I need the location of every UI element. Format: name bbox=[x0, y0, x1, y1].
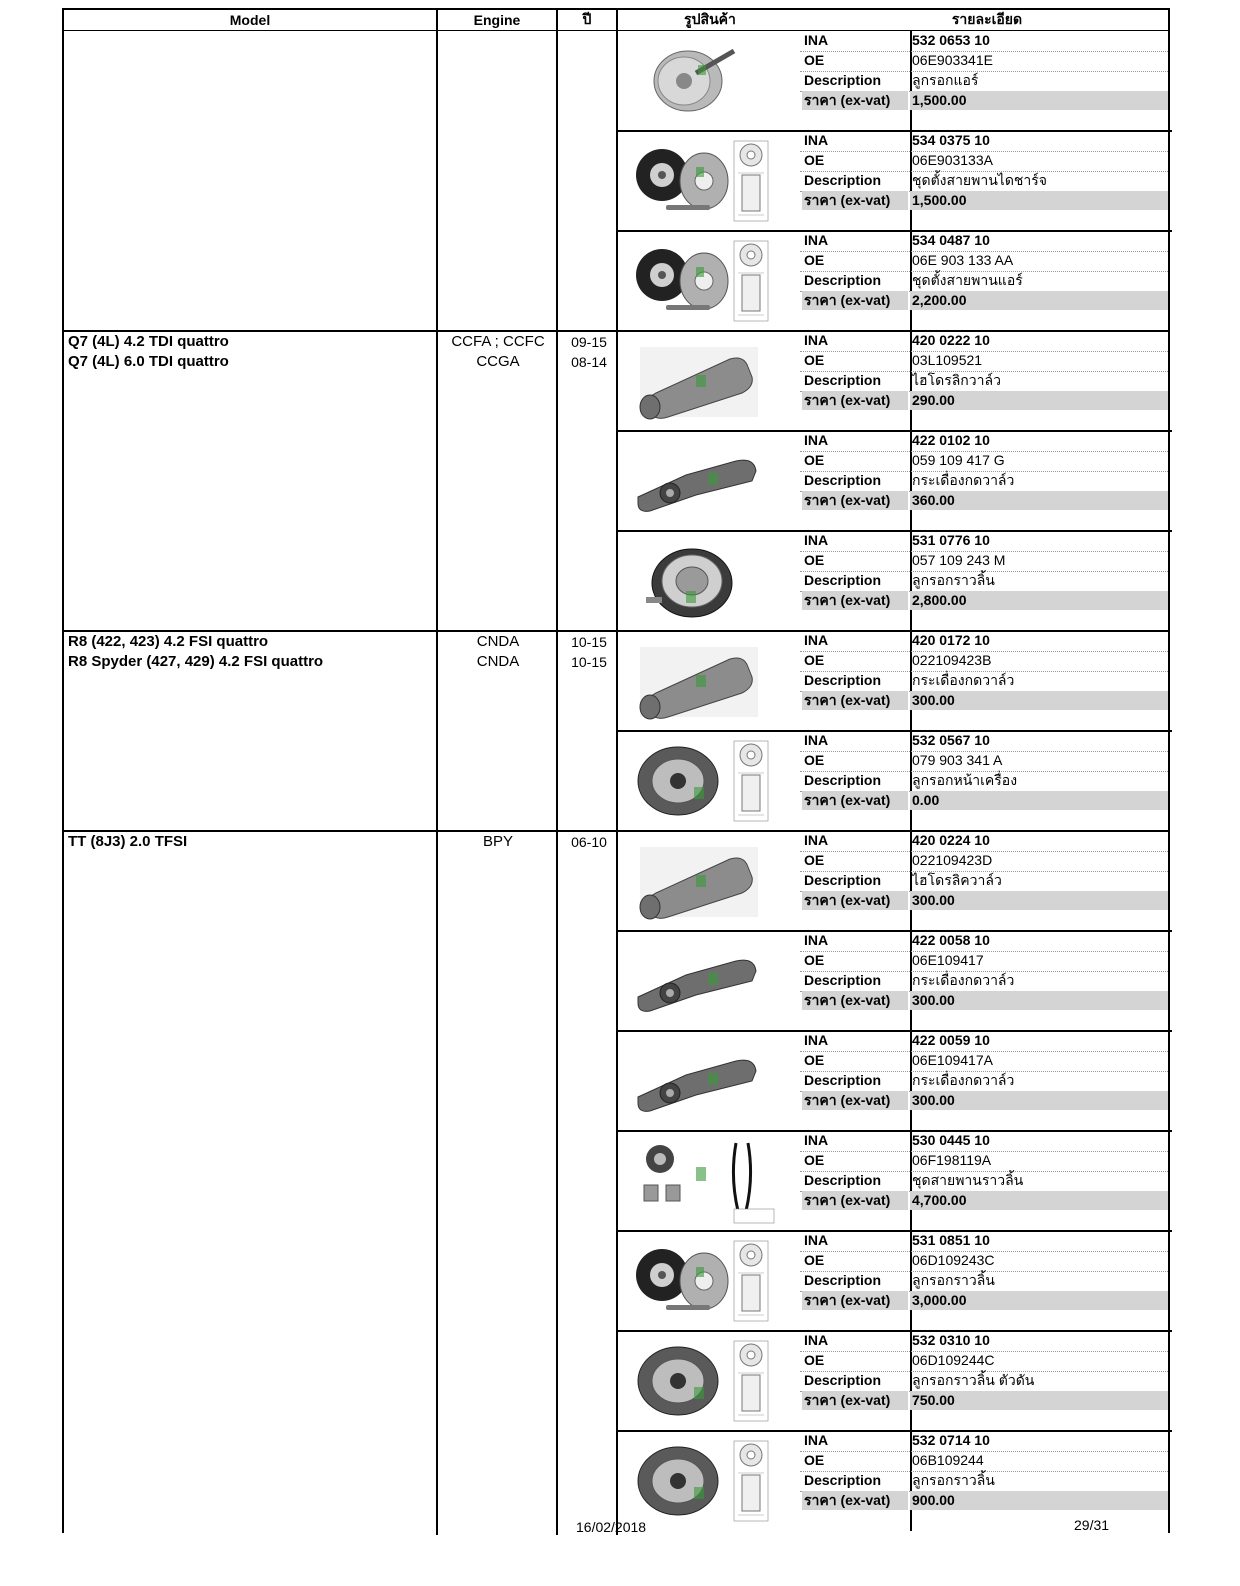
oe-number-label: OE bbox=[804, 52, 825, 68]
price-row bbox=[800, 891, 1168, 911]
hydraulic-lifter-icon bbox=[626, 637, 796, 725]
ina-number-label: INA bbox=[804, 232, 829, 248]
oe-number-value: 06B109244 bbox=[912, 1452, 984, 1468]
ina-number-value: 530 0445 10 bbox=[912, 1132, 990, 1148]
price-row bbox=[800, 291, 1168, 311]
price-value: 300.00 bbox=[910, 891, 1168, 910]
price-label: ราคา (ex-vat) bbox=[802, 1391, 908, 1410]
price-label: ราคา (ex-vat) bbox=[802, 791, 908, 810]
rocker-arm-icon bbox=[626, 937, 796, 1025]
ina-number-value: 532 0653 10 bbox=[912, 32, 990, 48]
oe-number-row bbox=[800, 1151, 1168, 1172]
description-label: Description bbox=[804, 1272, 882, 1288]
product-row bbox=[618, 231, 1170, 331]
price-row bbox=[800, 1391, 1168, 1411]
price-value: 3,000.00 bbox=[910, 1291, 1168, 1310]
description-row bbox=[800, 271, 1168, 292]
price-label: ราคา (ex-vat) bbox=[802, 1191, 908, 1210]
description-label: Description bbox=[804, 872, 882, 888]
ina-number-label: INA bbox=[804, 132, 829, 148]
oe-number-value: 03L109521 bbox=[912, 352, 983, 368]
model-name: R8 (422, 423) 4.2 FSI quattro bbox=[68, 633, 269, 650]
description-row bbox=[800, 471, 1168, 492]
description-label: Description bbox=[804, 972, 882, 988]
ina-number-label: INA bbox=[804, 832, 829, 848]
price-value: 900.00 bbox=[910, 1491, 1168, 1510]
description-row bbox=[800, 371, 1168, 392]
oe-number-row bbox=[800, 951, 1168, 972]
description-value: ลูกรอกราวลิ้น ตัวดัน bbox=[912, 1372, 1035, 1388]
footer-date: 16/02/2018 bbox=[576, 1519, 647, 1535]
oe-number-value: 022109423B bbox=[912, 652, 992, 668]
price-row bbox=[800, 991, 1168, 1011]
oe-number-value: 06E109417 bbox=[912, 952, 984, 968]
price-value: 300.00 bbox=[910, 991, 1168, 1010]
hydraulic-lifter-icon bbox=[626, 837, 796, 925]
description-value: ไฮโดรลิกวาล์ว bbox=[912, 372, 1001, 388]
tensioner-kit-with-drawing-icon bbox=[626, 137, 796, 225]
oe-number-label: OE bbox=[804, 852, 825, 868]
ina-number-label: INA bbox=[804, 1232, 829, 1248]
price-row bbox=[800, 791, 1168, 811]
ina-number-row bbox=[800, 1331, 1168, 1352]
ina-number-row bbox=[800, 931, 1168, 952]
tensioner-kit-with-drawing-icon bbox=[626, 1237, 796, 1325]
description-row bbox=[800, 771, 1168, 792]
ina-number-row bbox=[800, 531, 1168, 552]
description-label: Description bbox=[804, 1372, 882, 1388]
product-row bbox=[618, 1331, 1170, 1431]
price-label: ราคา (ex-vat) bbox=[802, 291, 908, 310]
product-row bbox=[618, 1031, 1170, 1131]
price-label: ราคา (ex-vat) bbox=[802, 1491, 908, 1510]
price-label: ราคา (ex-vat) bbox=[802, 491, 908, 510]
rocker-arm-icon bbox=[626, 437, 796, 525]
oe-number-value: 06D109244C bbox=[912, 1352, 995, 1368]
ina-number-row bbox=[800, 731, 1168, 752]
oe-number-label: OE bbox=[804, 1452, 825, 1468]
product-row bbox=[618, 331, 1170, 431]
price-label: ราคา (ex-vat) bbox=[802, 391, 908, 410]
oe-number-row bbox=[800, 151, 1168, 172]
price-value: 1,500.00 bbox=[910, 91, 1168, 110]
ina-number-value: 422 0059 10 bbox=[912, 1032, 990, 1048]
oe-number-row bbox=[800, 1351, 1168, 1372]
model-name: TT (8J3) 2.0 TFSI bbox=[68, 833, 188, 850]
description-value: ชุดตั้งสายพานไดชาร์จ bbox=[912, 172, 1048, 188]
ina-number-label: INA bbox=[804, 932, 829, 948]
description-label: Description bbox=[804, 1072, 882, 1088]
ina-number-value: 420 0224 10 bbox=[912, 832, 990, 848]
year-range: 10-15 bbox=[571, 634, 607, 650]
oe-number-value: 06E109417A bbox=[912, 1052, 993, 1068]
hydraulic-lifter-icon bbox=[626, 337, 796, 425]
ina-number-label: INA bbox=[804, 532, 829, 548]
ina-number-row bbox=[800, 131, 1168, 152]
oe-number-row bbox=[800, 651, 1168, 672]
parts-catalog-table bbox=[62, 8, 1170, 1533]
model-name: Q7 (4L) 4.2 TDI quattro bbox=[68, 333, 229, 350]
idler-pulley-with-drawing-icon bbox=[626, 737, 796, 825]
engine-code: CCGA bbox=[476, 353, 520, 370]
oe-number-value: 06D109243C bbox=[912, 1252, 995, 1268]
engine-code: CNDA bbox=[476, 633, 520, 650]
description-row bbox=[800, 1171, 1168, 1192]
description-label: Description bbox=[804, 1472, 882, 1488]
oe-number-row bbox=[800, 1251, 1168, 1272]
description-row bbox=[800, 1271, 1168, 1292]
description-value: กระเดื่องกดวาล์ว bbox=[912, 672, 1015, 688]
oe-number-row bbox=[800, 51, 1168, 72]
oe-number-row bbox=[800, 751, 1168, 772]
oe-number-row bbox=[800, 251, 1168, 272]
ina-number-row bbox=[800, 1231, 1168, 1252]
ina-number-value: 531 0851 10 bbox=[912, 1232, 990, 1248]
header-model: Model bbox=[229, 12, 271, 28]
oe-number-label: OE bbox=[804, 352, 825, 368]
product-row bbox=[618, 831, 1170, 931]
year-range: 08-14 bbox=[571, 354, 607, 370]
rocker-arm-icon bbox=[626, 1037, 796, 1125]
oe-number-value: 079 903 341 A bbox=[912, 752, 1003, 768]
price-value: 2,800.00 bbox=[910, 591, 1168, 610]
footer-page-number: 29/31 bbox=[1074, 1517, 1110, 1533]
oe-number-value: 06E 903 133 AA bbox=[912, 252, 1014, 268]
description-row bbox=[800, 971, 1168, 992]
price-value: 1,500.00 bbox=[910, 191, 1168, 210]
oe-number-label: OE bbox=[804, 452, 825, 468]
idler-pulley-with-drawing-icon bbox=[626, 1437, 796, 1525]
model-name: R8 Spyder (427, 429) 4.2 FSI quattro bbox=[68, 653, 324, 670]
oe-number-row bbox=[800, 1051, 1168, 1072]
description-row bbox=[800, 671, 1168, 692]
price-label: ราคา (ex-vat) bbox=[802, 891, 908, 910]
oe-number-row bbox=[800, 351, 1168, 372]
ina-number-value: 422 0058 10 bbox=[912, 932, 990, 948]
description-value: ลูกรอกราวลิ้น bbox=[912, 572, 995, 588]
description-row bbox=[800, 871, 1168, 892]
price-value: 300.00 bbox=[910, 691, 1168, 710]
ina-number-value: 532 0567 10 bbox=[912, 732, 990, 748]
price-value: 2,200.00 bbox=[910, 291, 1168, 310]
price-label: ราคา (ex-vat) bbox=[802, 191, 908, 210]
oe-number-label: OE bbox=[804, 152, 825, 168]
oe-number-row bbox=[800, 451, 1168, 472]
engine-code: BPY bbox=[482, 833, 513, 850]
idler-pulley-with-drawing-icon bbox=[626, 1337, 796, 1425]
header-year: ปี bbox=[582, 11, 592, 27]
column-divider bbox=[556, 10, 558, 1535]
oe-number-value: 059 109 417 G bbox=[912, 452, 1005, 468]
price-value: 290.00 bbox=[910, 391, 1168, 410]
oe-number-value: 06F198119A bbox=[912, 1152, 992, 1168]
price-label: ราคา (ex-vat) bbox=[802, 991, 908, 1010]
description-value: ลูกรอกหน้าเครื่อง bbox=[912, 772, 1018, 788]
ina-number-value: 534 0375 10 bbox=[912, 132, 990, 148]
oe-number-label: OE bbox=[804, 752, 825, 768]
ina-number-row bbox=[800, 231, 1168, 252]
product-row bbox=[618, 1231, 1170, 1331]
oe-number-row bbox=[800, 551, 1168, 572]
product-row bbox=[618, 1131, 1170, 1231]
timing-belt-kit-icon bbox=[626, 1137, 796, 1225]
price-value: 0.00 bbox=[910, 791, 1168, 810]
description-value: กระเดื่องกดวาล์ว bbox=[912, 972, 1015, 988]
description-value: ชุดตั้งสายพานแอร์ bbox=[912, 272, 1023, 288]
ina-number-label: INA bbox=[804, 1432, 829, 1448]
ina-number-row bbox=[800, 831, 1168, 852]
description-row bbox=[800, 1071, 1168, 1092]
ina-number-label: INA bbox=[804, 332, 829, 348]
ina-number-row bbox=[800, 1131, 1168, 1152]
price-row bbox=[800, 391, 1168, 411]
description-label: Description bbox=[804, 72, 882, 88]
ina-number-label: INA bbox=[804, 32, 829, 48]
ina-number-value: 420 0222 10 bbox=[912, 332, 990, 348]
price-row bbox=[800, 1091, 1168, 1111]
price-value: 4,700.00 bbox=[910, 1191, 1168, 1210]
ina-number-value: 420 0172 10 bbox=[912, 632, 990, 648]
price-label: ราคา (ex-vat) bbox=[802, 1091, 908, 1110]
description-value: กระเดื่องกดวาล์ว bbox=[912, 1072, 1015, 1088]
oe-number-value: 022109423D bbox=[912, 852, 993, 868]
ina-number-row bbox=[800, 1431, 1168, 1452]
description-label: Description bbox=[804, 272, 882, 288]
description-row bbox=[800, 1471, 1168, 1492]
price-value: 300.00 bbox=[910, 1091, 1168, 1110]
engine-code: CNDA bbox=[476, 653, 520, 670]
description-row bbox=[800, 571, 1168, 592]
ina-number-label: INA bbox=[804, 1132, 829, 1148]
description-label: Description bbox=[804, 1172, 882, 1188]
price-row bbox=[800, 1191, 1168, 1211]
ina-number-value: 422 0102 10 bbox=[912, 432, 990, 448]
description-label: Description bbox=[804, 672, 882, 688]
ina-number-row bbox=[800, 1031, 1168, 1052]
description-value: ลูกรอกราวลิ้น bbox=[912, 1272, 995, 1288]
header-detail: รายละเอียด bbox=[951, 11, 1023, 27]
product-row bbox=[618, 31, 1170, 131]
year-range: 09-15 bbox=[571, 334, 607, 350]
oe-number-row bbox=[800, 851, 1168, 872]
price-row bbox=[800, 191, 1168, 211]
price-label: ราคา (ex-vat) bbox=[802, 1291, 908, 1310]
header-engine: Engine bbox=[473, 12, 521, 28]
product-row bbox=[618, 531, 1170, 631]
product-row bbox=[618, 1431, 1170, 1531]
ina-number-label: INA bbox=[804, 732, 829, 748]
oe-number-label: OE bbox=[804, 1352, 825, 1368]
oe-number-label: OE bbox=[804, 552, 825, 568]
header-image: รูปสินค้า bbox=[684, 11, 736, 27]
description-row bbox=[800, 1371, 1168, 1392]
oe-number-label: OE bbox=[804, 252, 825, 268]
oe-number-label: OE bbox=[804, 1152, 825, 1168]
price-label: ราคา (ex-vat) bbox=[802, 591, 908, 610]
description-value: กระเดื่องกดวาล์ว bbox=[912, 472, 1015, 488]
price-row bbox=[800, 491, 1168, 511]
product-row bbox=[618, 631, 1170, 731]
price-value: 750.00 bbox=[910, 1391, 1168, 1410]
price-row bbox=[800, 591, 1168, 611]
price-value: 360.00 bbox=[910, 491, 1168, 510]
product-row bbox=[618, 431, 1170, 531]
timing-tensioner-icon bbox=[626, 537, 796, 625]
description-label: Description bbox=[804, 172, 882, 188]
oe-number-label: OE bbox=[804, 952, 825, 968]
oe-number-value: 06E903341E bbox=[912, 52, 993, 68]
ina-number-value: 532 0310 10 bbox=[912, 1332, 990, 1348]
description-label: Description bbox=[804, 472, 882, 488]
price-row bbox=[800, 1291, 1168, 1311]
engine-code: CCFA ; CCFC bbox=[451, 333, 545, 350]
ina-number-value: 534 0487 10 bbox=[912, 232, 990, 248]
ina-number-row bbox=[800, 431, 1168, 452]
oe-number-value: 057 109 243 M bbox=[912, 552, 1006, 568]
price-row bbox=[800, 91, 1168, 111]
product-row bbox=[618, 931, 1170, 1031]
description-label: Description bbox=[804, 372, 882, 388]
ina-number-value: 531 0776 10 bbox=[912, 532, 990, 548]
ina-number-label: INA bbox=[804, 632, 829, 648]
oe-number-value: 06E903133A bbox=[912, 152, 993, 168]
idler-pulley-with-bolt-icon bbox=[626, 37, 796, 125]
description-value: ลูกรอกแอร์ bbox=[912, 72, 979, 88]
ina-number-row bbox=[800, 631, 1168, 652]
description-label: Description bbox=[804, 572, 882, 588]
price-label: ราคา (ex-vat) bbox=[802, 91, 908, 110]
product-row bbox=[618, 731, 1170, 831]
tensioner-kit-with-drawing-icon bbox=[626, 237, 796, 325]
description-value: ลูกรอกราวลิ้น bbox=[912, 1472, 995, 1488]
oe-number-label: OE bbox=[804, 1252, 825, 1268]
description-row bbox=[800, 171, 1168, 192]
column-divider bbox=[436, 10, 438, 1535]
description-row bbox=[800, 71, 1168, 92]
ina-number-label: INA bbox=[804, 1332, 829, 1348]
year-range: 10-15 bbox=[571, 654, 607, 670]
description-label: Description bbox=[804, 772, 882, 788]
ina-number-label: INA bbox=[804, 432, 829, 448]
price-row bbox=[800, 691, 1168, 711]
ina-number-row bbox=[800, 331, 1168, 352]
ina-number-value: 532 0714 10 bbox=[912, 1432, 990, 1448]
ina-number-row bbox=[800, 31, 1168, 52]
price-label: ราคา (ex-vat) bbox=[802, 691, 908, 710]
product-row bbox=[618, 131, 1170, 231]
description-value: ไฮโดรลิควาล์ว bbox=[912, 872, 1002, 888]
year-range: 06-10 bbox=[571, 834, 607, 850]
price-row bbox=[800, 1491, 1168, 1511]
model-name: Q7 (4L) 6.0 TDI quattro bbox=[68, 353, 229, 370]
oe-number-row bbox=[800, 1451, 1168, 1472]
description-value: ชุดสายพานราวลิ้น bbox=[912, 1172, 1024, 1188]
oe-number-label: OE bbox=[804, 652, 825, 668]
ina-number-label: INA bbox=[804, 1032, 829, 1048]
oe-number-label: OE bbox=[804, 1052, 825, 1068]
